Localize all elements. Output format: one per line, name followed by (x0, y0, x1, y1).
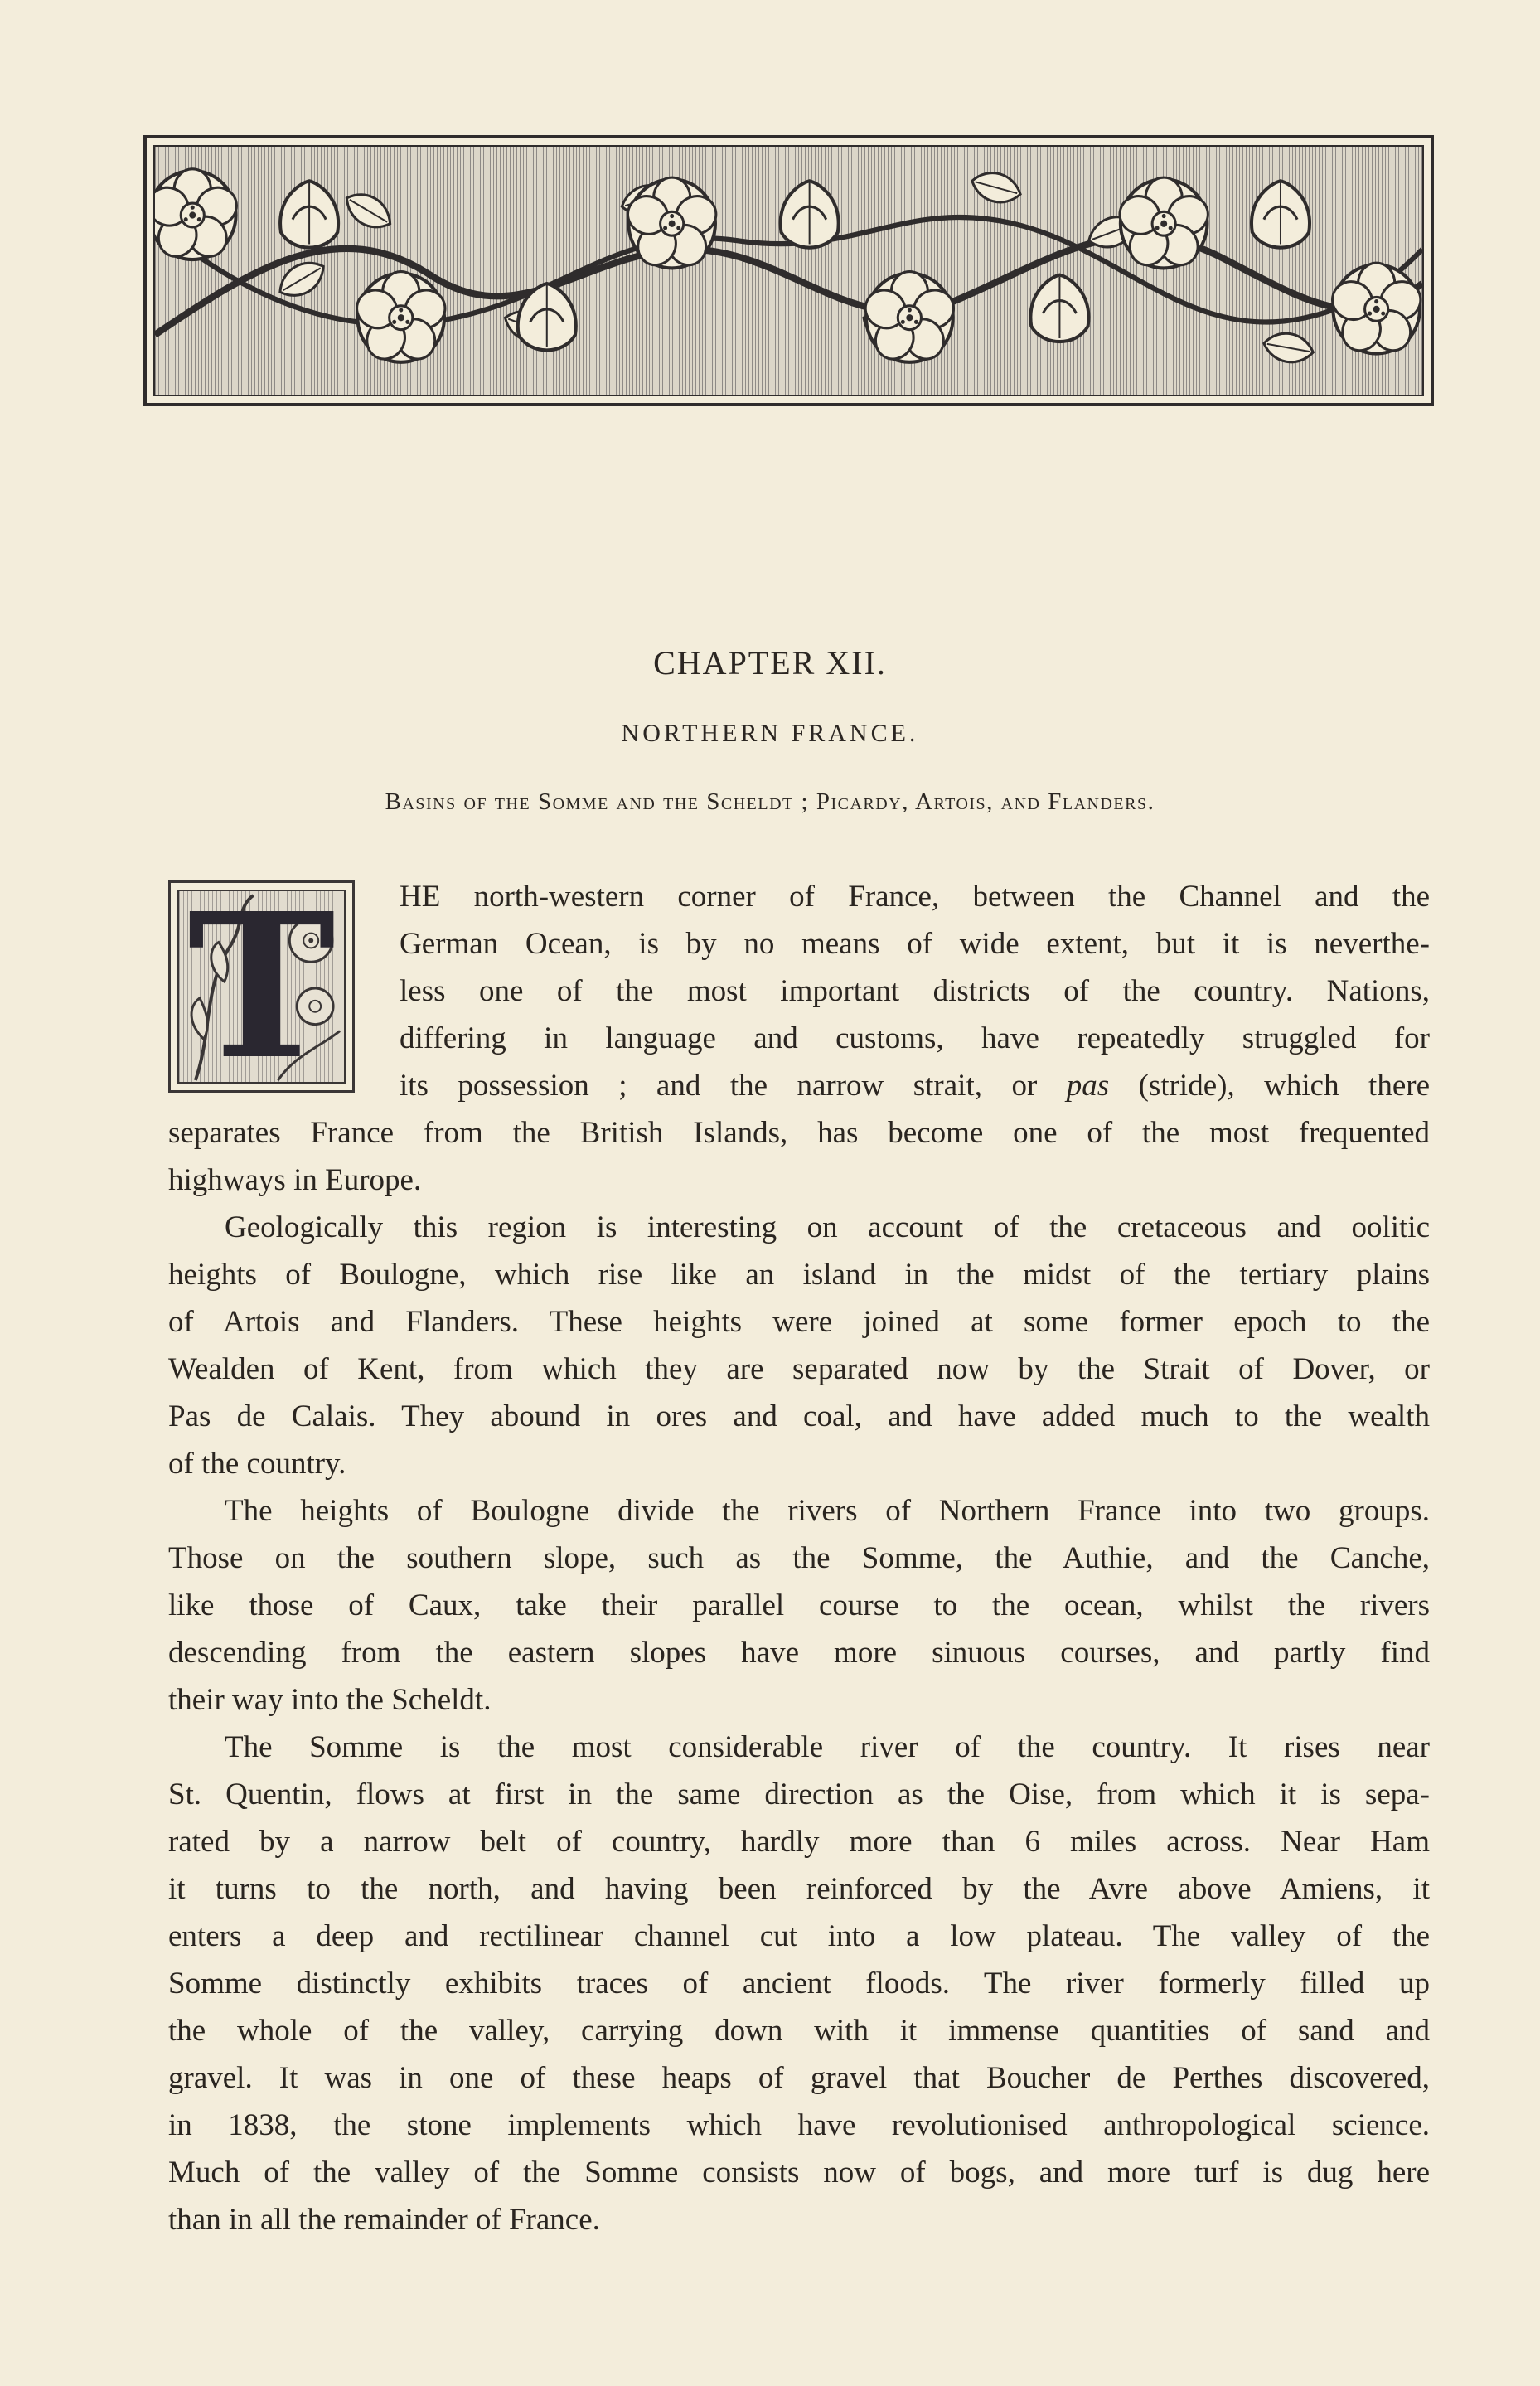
text-line: enters a deep and rectilinear channel cut into a low plateau. The valley of the (168, 1919, 1430, 1953)
text-line: than in all the remainder of France. (168, 2203, 600, 2237)
floral-ornament-icon (155, 147, 1422, 395)
text-line: Somme distinctly exhibits traces of ancient floods. The river formerly filled up (168, 1967, 1430, 2000)
text-line: of the country. (168, 1447, 346, 1481)
text-line: German Ocean, is by no means of wide extent, but it is neverthe- (400, 927, 1430, 961)
text-line: less one of the most important districts of the country. Nations, (400, 974, 1430, 1008)
text-line: like those of Caux, take their parallel course to the ocean, whilst the rivers (168, 1588, 1430, 1622)
text-line: heights of Boulogne, which rise like an island in the midst of the tertiary plains (168, 1258, 1430, 1292)
text-line: rated by a narrow belt of country, hardly more than 6 miles across. Near Ham (168, 1825, 1430, 1859)
paragraph-4 (168, 1724, 1430, 2243)
text-line: the whole of the valley, carrying down with it immense quantities of sand and (168, 2014, 1430, 2048)
paragraph-1-tail (168, 1109, 1430, 1204)
drop-cap-letter: T (187, 890, 336, 1084)
text-fragment: (stride), which there (1109, 1069, 1431, 1103)
text-line: Much of the valley of the Somme consists now of bogs, and more turf is dug here (168, 2156, 1430, 2190)
chapter-title: CHAPTER XII. (653, 644, 887, 681)
italic-word: pas (1066, 1069, 1110, 1103)
text-line: The heights of Boulogne divide the rivers of Northern France into two groups. (225, 1494, 1430, 1528)
text-line: it turns to the north, and having been reinforced by the Avre above Amiens, it (168, 1872, 1430, 1906)
text-line: in 1838, the stone implements which have revolutionised anthropological science. (168, 2108, 1430, 2142)
text-line: Wealden of Kent, from which they are separated now by the Strait of Dover, or (168, 1352, 1430, 1386)
text-line (400, 1062, 1430, 1109)
paragraph-2 (168, 1204, 1430, 1487)
text-line: St. Quentin, flows at first in the same direction as the Oise, from which it is sepa- (168, 1777, 1430, 1811)
text-line: The Somme is the most considerable river of the country. It rises near (225, 1730, 1430, 1764)
text-line: gravel. It was in one of these heaps of gravel that Boucher de Perthes discovered, (168, 2061, 1430, 2095)
text-line: HE north-western corner of France, between the Channel and the (400, 880, 1430, 914)
text-line: Pas de Calais. They abound in ores and coal, and have added much to the wealth (168, 1399, 1430, 1433)
text-line: of Artois and Flanders. These heights were joined at some former epoch to the (168, 1305, 1430, 1339)
text-line: their way into the Scheldt. (168, 1683, 492, 1717)
chapter-subtitle: NORTHERN FRANCE. (621, 720, 919, 747)
text-line: Those on the southern slope, such as the Somme, the Authie, and the Canche, (168, 1541, 1430, 1575)
text-line: separates France from the British Islands, has become one of the most frequented (168, 1116, 1430, 1150)
chapter-summary: Basins of the Somme and the Scheldt ; Picardy, Artois, and Flanders. (385, 788, 1155, 815)
paragraph-1-head (400, 873, 1430, 1109)
text-line: highways in Europe. (168, 1163, 422, 1197)
text-line: Geologically this region is interesting on account of the cretaceous and oolitic (225, 1210, 1430, 1244)
body-text (168, 1109, 1430, 2243)
text-fragment: its possession ; and the narrow strait, or (400, 1069, 1067, 1103)
text-line: differing in language and customs, have repeatedly struggled for (400, 1021, 1430, 1055)
text-line: descending from the eastern slopes have more sinuous courses, and partly find (168, 1636, 1430, 1670)
paragraph-3 (168, 1487, 1430, 1724)
drop-cap (168, 880, 355, 1093)
ornamental-headpiece (143, 135, 1434, 406)
